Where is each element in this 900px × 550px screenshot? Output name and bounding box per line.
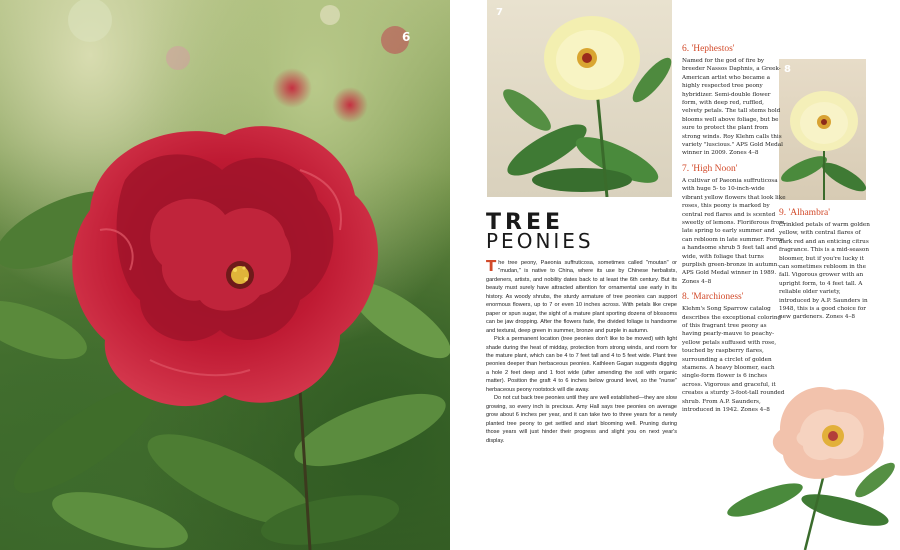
variety-description: Named for the god of fire by breeder Nassos Daphnis, a Greek-American artist who became a highly respected tree peony hybridizer. Semi-double flower form, with deep red, ruffled, velvety petals. The tall stems hold blooms well above foliage, but be sure to protect the plant from strong winds. Roy Klehm calls this variety "luscious." APS Gold Medal winner in 2009. Zones 4–8 — [682, 58, 783, 157]
photo-number: 8 — [784, 64, 791, 75]
variety-heading: 9. 'Alhambra' — [779, 208, 830, 218]
variety-heading: 6. 'Hephestos' — [682, 44, 735, 54]
variety-description: A cultivar of Paeonia suffruticosa with huge 5- to 10-inch-wide vibrant yellow flowers that look like roses, this peony is marked by central red flares and is scented sweetly of lemons. Floriferous from late spring to early summer and can rebloom in late summer. Forms a handsome shrub 5 feet tall and wide, with foliage that turns purplish green-bronze in autumn. APS Gold Medal winner in 1989. Zones 4–8 — [682, 177, 786, 285]
photo-alhambra — [779, 59, 866, 200]
page-number: 6 — [402, 30, 411, 44]
peony-bloom — [72, 126, 378, 406]
photo-number: 9 — [855, 368, 863, 381]
article-title-line2: PEONIES — [486, 229, 594, 253]
variety-heading: 8. 'Marchioness' — [682, 292, 744, 303]
photo-high-noon — [487, 0, 672, 197]
intro-paragraph: Do not cut back tree peonies until they are well established—they are slow growing, so every inch is precious. Amy Hall says tree peonies on average grow about 6 inches per year, and it can take two to three years for a newly planted tree peony to get settled and start blooming well. Pruning during those years will just hinder their progress and slight you on next year's display. — [486, 395, 677, 444]
yellow-peony-photo — [487, 0, 672, 197]
variety-column-right — [779, 208, 871, 328]
drop-cap: T — [486, 257, 497, 275]
intro-text — [486, 259, 677, 445]
intro-paragraph: The tree peony, Paeonia suffruticosa, sometimes called "moutan" or "mudan," is native to China, where its use by Chinese herbalists, gardeners, artists, and nobility dates back to at least the 6th century. But its beauty must surely have attracted attention for ornamental use early in its history. As woody shrubs, the sturdy armature of tree peonies can support enormous flowers, up to 7 or even 10 inches across. With petals like crepe paper or spun sugar, the sight of a mature plant sporting dozens of blossoms can be jaw dropping. After the flowers fade, the divided foliage is handsome and textural, deep green in summer, bronze and purple in autumn. — [486, 257, 677, 334]
variety-description: Klehm's Song Sparrow catalog describes the exceptional coloring of this fragrant tree peony as having pearly-mauve to peachy-yellow petals suffused with rose, touched by raspberry flares, surrounding a circlet of golden stamens. A heavy bloomer, each single-form flower is 6 inches across. Vigorous and graceful, it creates a sturdy 3-foot-tall rounded shrub. From A.P. Saunders, introduced in 1942. Zones 4–8 — [682, 306, 785, 414]
intro-paragraph: Pick a permanent location (tree peonies don't like to be moved) with light shade during the heat of midday, protection from strong winds, and room for the mature plant, which can be 4 to 7 feet tall and 4 to 5 feet wide. Plant tree peonies deeper than herbaceous peonies. Kathleen Gagan suggests digging a hole 2 feet deep and 1 foot wide (after amending the soil with organic matter). Position the graft 4 to 6 inches below ground level, so the "nurse" herbaceous peony rootstock will die away. — [486, 336, 677, 393]
variety-heading: 7. 'High Noon' — [682, 163, 738, 174]
pale-yellow-peony-photo — [779, 59, 866, 200]
variety-description: Crinkled petals of warm golden yellow, with central flares of dark red and an enticing citrus fragrance. This is a mid-season bloomer, but if you're lucky it can sometimes rebloom in the fall. Vigorous grower with an upright form, to 4 feet tall. A reliable older variety, introduced by A.P. Saunders in 1948, this is a good choice for new gardeners. Zones 4–8 — [779, 222, 870, 321]
article-title-line1: TREE — [486, 210, 565, 235]
photo-number: 7 — [496, 7, 503, 18]
variety-column-left — [682, 44, 786, 420]
